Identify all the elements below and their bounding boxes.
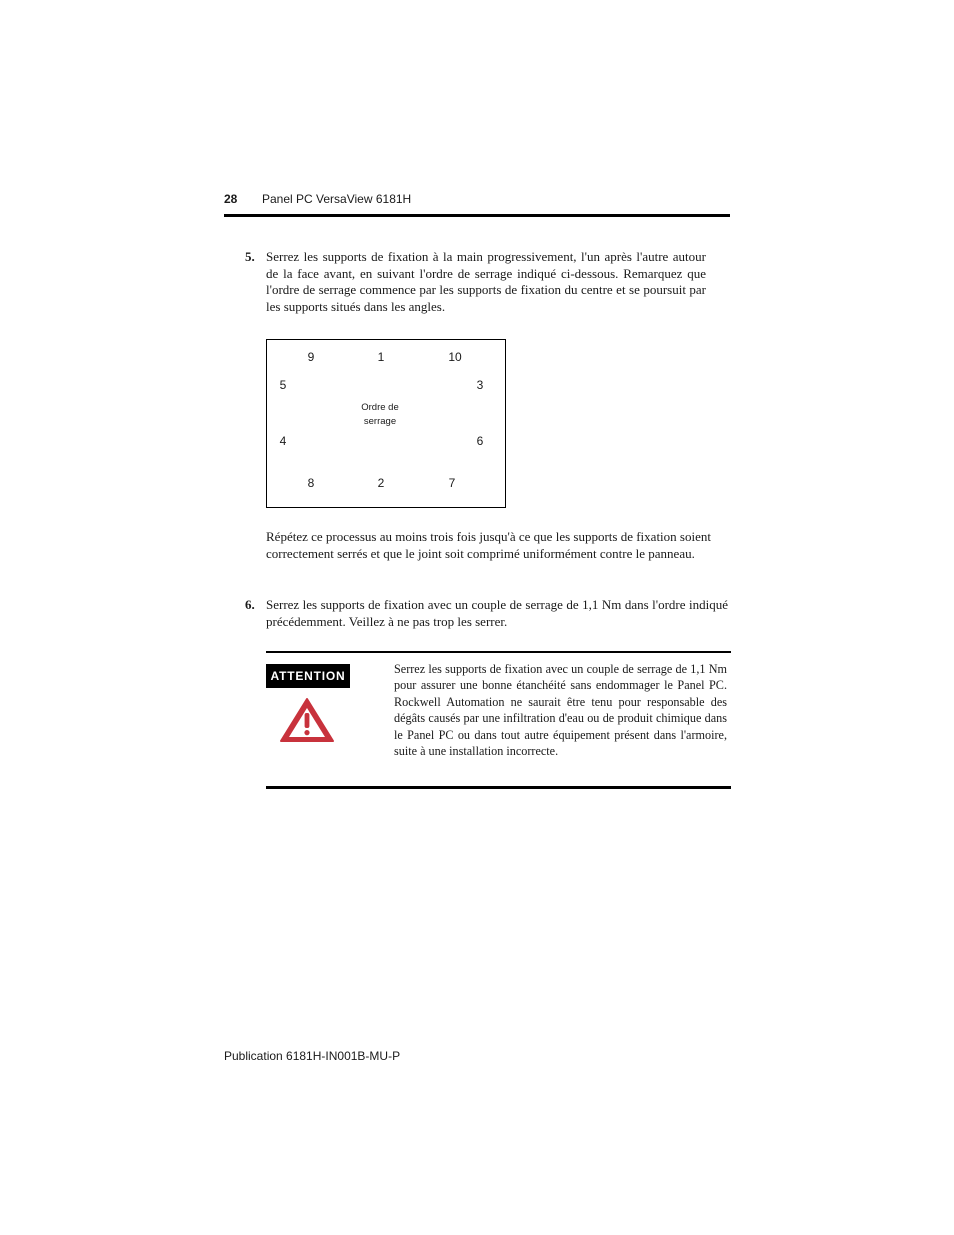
diagram-caption-line: serrage [363,416,397,427]
diagram-caption-line: Ordre de [361,402,399,413]
diagram-number: 1 [377,350,385,364]
repeat-paragraph: Répétez ce processus au moins trois fois jusqu'à ce que les supports de fixation soient correctement serrés et que le joint soit comprimé uniformément contre le panneau. [266,529,711,561]
attention-text: Serrez les supports de fixation avec un couple de serrage de 1,1 Nm pour assurer une bonne étanchéité sans endommager le Panel PC. Rockwell Automation ne saurait être tenu pour responsable des dégâts causés par une infiltration d'eau ou de produit chimique dans le Panel PC ou dans tout autre équipement présent dans l'armoire, suite à une installation incorrecte. [394,662,727,759]
diagram-caption [347,401,413,429]
diagram-number: 8 [307,476,315,490]
attention-rule-bottom [266,786,731,789]
step-number: 6. [245,597,255,612]
diagram-number: 4 [279,434,287,448]
diagram-number: 2 [377,476,385,490]
header-rule [224,214,730,217]
page-header [224,192,730,218]
attention-rule-top [266,651,731,653]
page-number: 28 [224,192,238,206]
step-text: Serrez les supports de fixation avec un couple de serrage de 1,1 Nm dans l'ordre indiqué précédemment. Veillez à ne pas trop les serrer. [266,597,728,629]
diagram-number: 5 [279,378,287,392]
warning-triangle-icon [279,697,335,743]
publication-footer: Publication 6181H-IN001B-MU-P [224,1049,401,1063]
step-number: 5. [245,249,255,264]
diagram-number: 9 [307,350,315,364]
diagram-number: 6 [476,434,484,448]
diagram-number: 7 [448,476,456,490]
running-title: Panel PC VersaView 6181H [262,192,412,206]
tightening-order-diagram [266,339,506,508]
diagram-number: 3 [476,378,484,392]
attention-badge: ATTENTION [266,664,350,688]
diagram-number: 10 [448,350,462,364]
step-text: Serrez les supports de fixation à la main progressivement, l'un après l'autre autour de la face avant, en suivant l'ordre de serrage indiqué ci-dessous. Remarquez que l'ordre de serrage commence par les supports de fixation du centre et se poursuit par les supports situés dans les angles. [266,249,706,314]
